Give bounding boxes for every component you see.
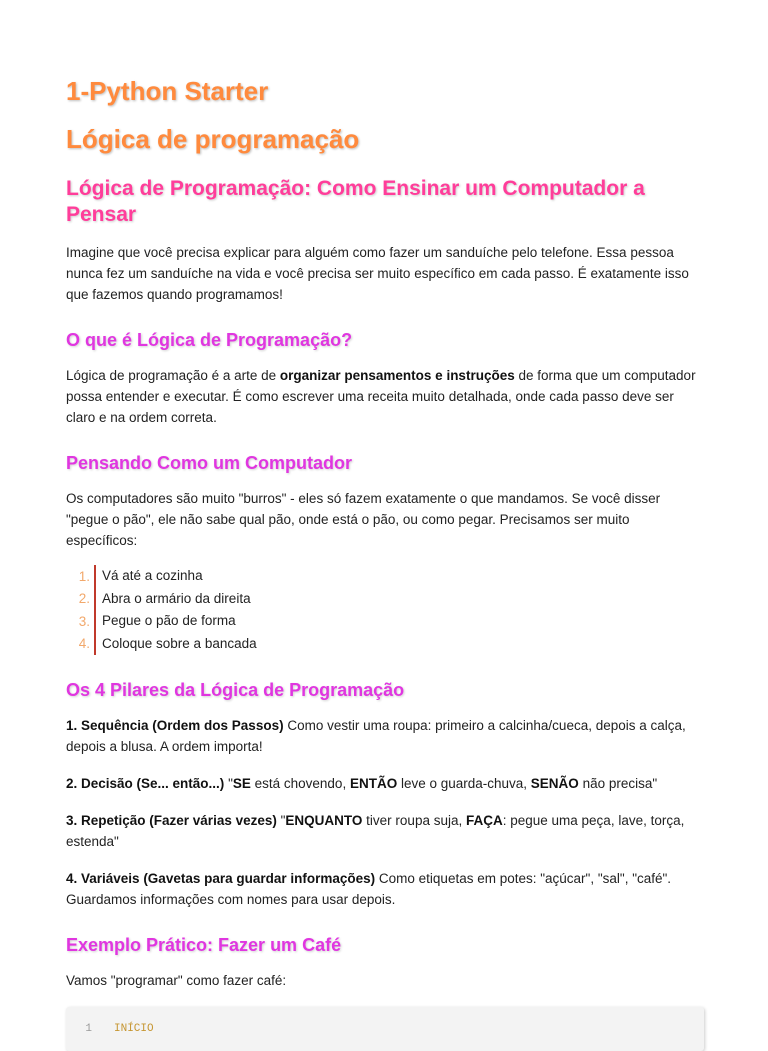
list-item	[72, 588, 702, 611]
pillar-sequence: 1. Sequência (Ordem dos Passos) Como vestir uma roupa: primeiro a calcinha/cueca, depois a calça, depois a blusa. A ordem importa!	[66, 718, 686, 754]
pillar-variables: 4. Variáveis (Gavetas para guardar informações) Como etiquetas em potes: "açúcar", "sal", "café". Guardamos informações com nomes para usar depois.	[66, 871, 672, 907]
list-item-text: Abra o armário da direita	[94, 588, 251, 611]
list-item	[72, 565, 702, 588]
steps-list	[72, 565, 702, 655]
intro-paragraph: Imagine que você precisa explicar para alguém como fazer um sanduíche pelo telefone. Essa pessoa nunca fez um sanduíche na vida e você precisa ser muito específico em cada passo. É exatamente isso que fazemos quando programamos!	[66, 245, 689, 302]
code-line-text: INÍCIO	[114, 1023, 154, 1035]
list-item-number: 1.	[78, 568, 90, 584]
section-heading-thinking: Pensando Como um Computador	[66, 453, 353, 473]
section-heading-example: Exemplo Prático: Fazer um Café	[66, 935, 342, 955]
pillar-decision: 2. Decisão (Se... então...) "SE está chovendo, ENTÃO leve o guarda-chuva, SENÃO não precisa"	[66, 776, 658, 791]
example-paragraph: Vamos "programar" como fazer café:	[66, 973, 287, 988]
code-block	[66, 1007, 704, 1051]
thinking-paragraph: Os computadores são muito "burros" - eles só fazem exatamente o que mandamos. Se você disser "pegue o pão", ele não sabe qual pão, onde está o pão, ou como pegar. Precisamos ser muito específicos:	[66, 491, 661, 548]
main-heading: Lógica de Programação: Como Ensinar um Computador a Pensar	[66, 177, 645, 226]
section-heading-pillars: Os 4 Pilares da Lógica de Programação	[66, 680, 405, 700]
pillar-repetition: 3. Repetição (Fazer várias vezes) "ENQUANTO tiver roupa suja, FAÇA: pegue uma peça, lave, torça, estenda"	[66, 813, 685, 849]
what-is-paragraph: Lógica de programação é a arte de organizar pensamentos e instruções de forma que um computador possa entender e executar. É como escrever uma receita muito detalhada, onde cada passo deve ser claro e na ordem correta.	[66, 368, 696, 425]
section-heading-what-is: O que é Lógica de Programação?	[66, 330, 353, 350]
list-item-text: Coloque sobre a bancada	[94, 633, 257, 656]
document-title: 1-Python Starter	[66, 76, 269, 106]
list-item-number: 2.	[78, 591, 90, 607]
list-item-number: 3.	[78, 613, 90, 629]
list-item	[72, 610, 702, 633]
list-item-text: Vá até a cozinha	[94, 565, 203, 588]
code-line-number: 1	[85, 1023, 92, 1035]
document-subtitle: Lógica de programação	[66, 124, 360, 154]
list-item-number: 4.	[78, 636, 90, 652]
list-item	[72, 633, 702, 656]
list-item-text: Pegue o pão de forma	[94, 610, 236, 633]
